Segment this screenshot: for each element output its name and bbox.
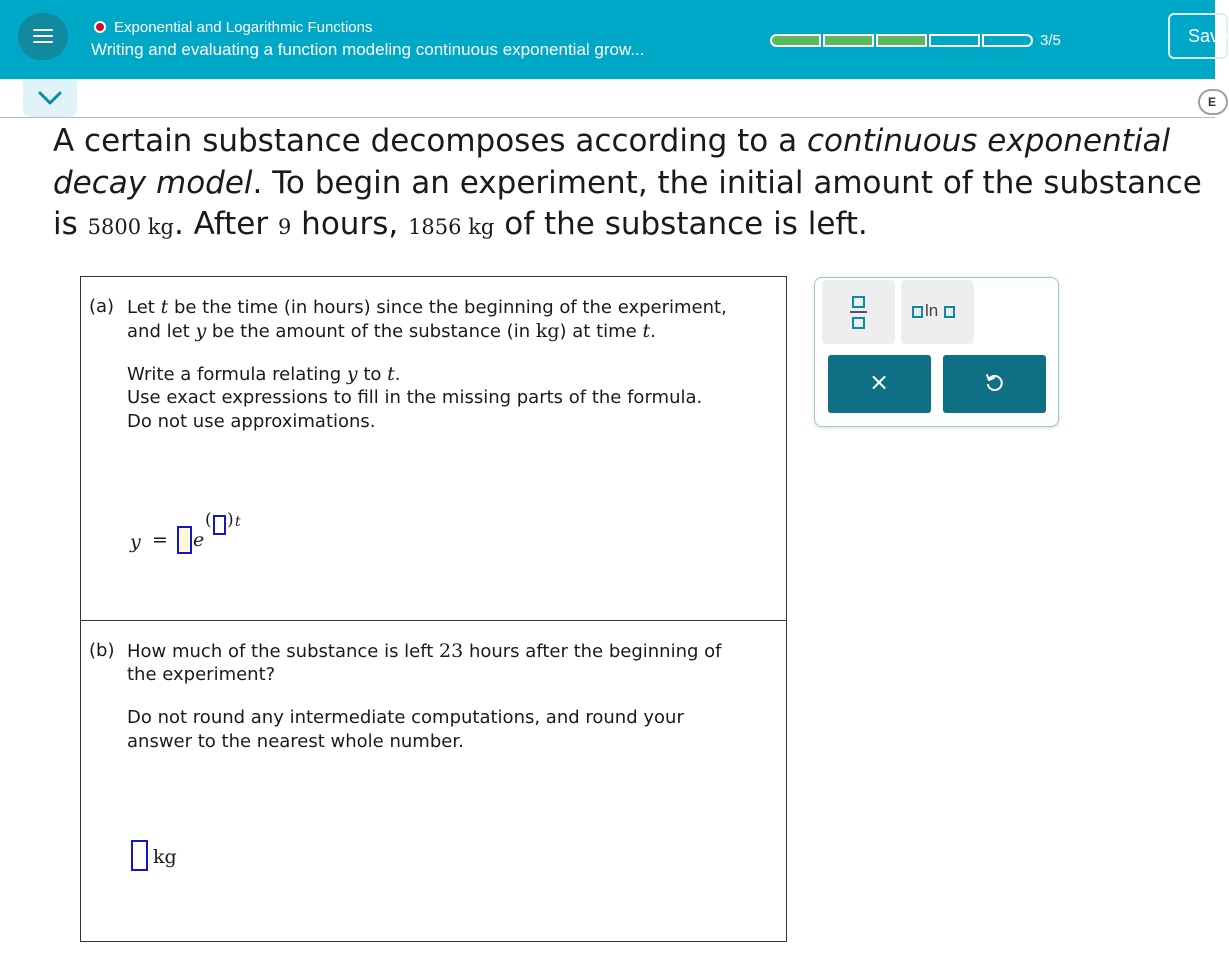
part-a-line-2: and let y be the amount of the substance (in kg) at time t. bbox=[127, 320, 656, 342]
hamburger-icon-line bbox=[33, 35, 53, 37]
progress-segment bbox=[982, 34, 1033, 47]
hours-value: 9 bbox=[277, 215, 292, 239]
part-a-line-4: Use exact expressions to fill in the missing parts of the formula. bbox=[127, 387, 703, 408]
part-b-line-1: How much of the substance is left 23 hours after the beginning of bbox=[127, 640, 722, 662]
prompt-text: A certain substance decomposes according to a bbox=[53, 123, 807, 159]
part-a-line-3: Write a formula relating y to t. bbox=[127, 363, 401, 385]
fraction-icon-denominator bbox=[852, 317, 865, 329]
formula-equals: = bbox=[152, 529, 168, 551]
progress-segment bbox=[929, 34, 980, 47]
formula-exponent-t: t bbox=[235, 514, 241, 530]
progress-segment bbox=[770, 34, 821, 47]
prompt-text: of the substance is left. bbox=[494, 206, 868, 242]
undo-button[interactable] bbox=[943, 355, 1046, 413]
initial-amount-input[interactable] bbox=[177, 526, 192, 554]
formula-e: e bbox=[193, 529, 205, 551]
part-a-label: (a) bbox=[89, 296, 115, 317]
header-bar bbox=[0, 0, 1229, 79]
answer-unit: kg bbox=[153, 846, 177, 868]
prompt-text: . After bbox=[173, 206, 278, 242]
part-a-panel bbox=[80, 276, 787, 621]
problem-statement bbox=[53, 121, 1213, 249]
topic-status-icon bbox=[94, 21, 106, 33]
progress-segment bbox=[876, 34, 927, 47]
close-icon: × bbox=[869, 368, 890, 396]
part-b-line-3: Do not round any intermediate computations, and round your bbox=[127, 707, 684, 728]
formula-paren-close: ) bbox=[227, 510, 234, 530]
part-a-line-5: Do not use approximations. bbox=[127, 411, 376, 432]
save-button[interactable]: Save bbox=[1168, 13, 1228, 59]
lesson-title: Writing and evaluating a function modeling continuous exponential grow... bbox=[91, 40, 645, 59]
initial-amount: 5800 kg bbox=[87, 215, 174, 239]
expand-toggle[interactable] bbox=[23, 79, 77, 117]
part-b-label: (b) bbox=[89, 640, 115, 661]
menu-button[interactable] bbox=[18, 13, 68, 60]
formula-paren-open: ( bbox=[205, 510, 212, 530]
corner-badge-button[interactable]: E bbox=[1198, 89, 1228, 115]
clear-button[interactable] bbox=[828, 355, 931, 413]
math-tool-palette bbox=[814, 277, 1059, 427]
progress-segment bbox=[823, 34, 874, 47]
fraction-bar bbox=[850, 311, 867, 313]
chevron-down-icon bbox=[37, 90, 63, 106]
part-b-line-2: the experiment? bbox=[127, 664, 276, 685]
fraction-icon bbox=[852, 296, 865, 308]
ln-label: ln bbox=[925, 301, 939, 320]
part-b-panel bbox=[80, 620, 787, 942]
prompt-emphasis: continuous exponential decay model bbox=[53, 123, 1171, 201]
progress-bar bbox=[770, 32, 1061, 49]
hamburger-icon-line bbox=[33, 41, 53, 43]
hamburger-icon bbox=[33, 29, 53, 31]
remaining-amount: 1856 kg bbox=[408, 215, 495, 239]
prompt-text: hours, bbox=[291, 206, 409, 242]
header-divider bbox=[0, 117, 1215, 118]
exponent-rate-input[interactable] bbox=[213, 515, 226, 535]
part-b-line-4: answer to the nearest whole number. bbox=[127, 731, 464, 752]
topic-row bbox=[94, 17, 373, 37]
ln-icon-box bbox=[912, 306, 923, 318]
prompt-text: . To begin an experiment, the initial amount of the substance is bbox=[53, 164, 1202, 242]
formula-y: y bbox=[130, 531, 141, 553]
fraction-button[interactable] bbox=[822, 280, 895, 344]
undo-icon bbox=[984, 372, 1006, 394]
progress-count: 3/5 bbox=[1040, 32, 1061, 49]
part-a-line-1: Let t be the time (in hours) since the beginning of the experiment, bbox=[127, 296, 727, 318]
ln-icon-arg-box bbox=[944, 306, 955, 318]
topic-title: Exponential and Logarithmic Functions bbox=[114, 18, 373, 36]
remaining-amount-input[interactable] bbox=[131, 840, 148, 871]
ln-button[interactable] bbox=[901, 280, 974, 344]
